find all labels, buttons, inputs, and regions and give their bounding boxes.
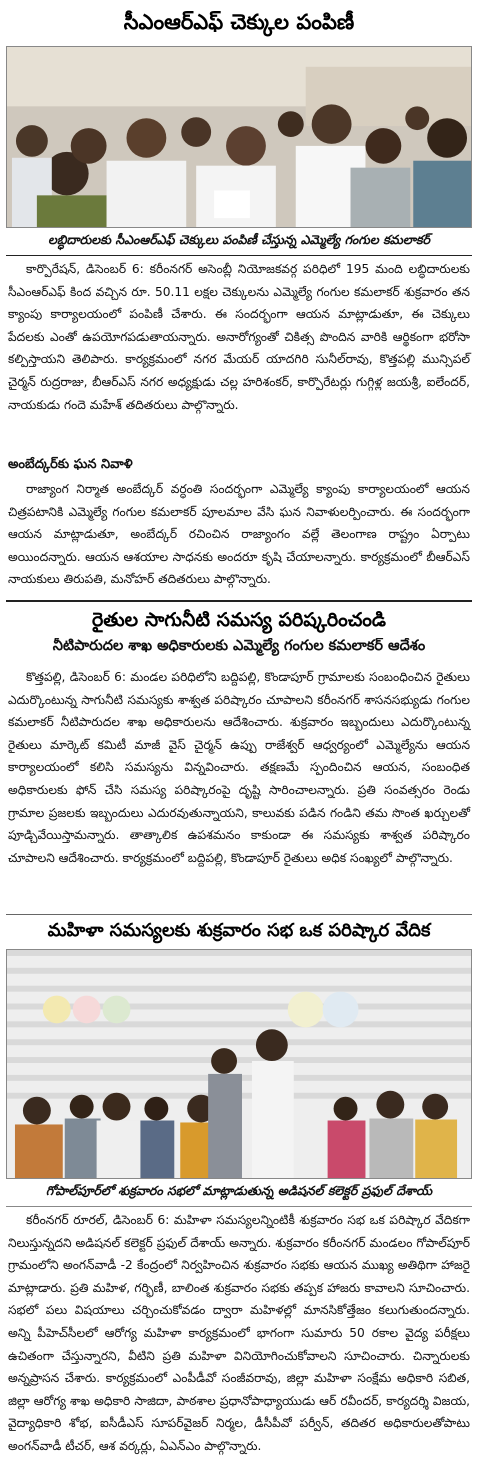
story2-body <box>6 664 472 910</box>
story2-subhead: నీటిపారుదల శాఖ అధికారులకు ఎమ్మెల్యే గంగుల కమలాకర్ ఆదేశం <box>52 638 426 654</box>
story3-caption: గోపాల్‌పూర్‌లో శుక్రవారం సభలో మాట్లాడుతున్న అడిషనల్ కలెక్టర్ ప్రఫుల్ దేశాయ్ <box>6 1179 472 1207</box>
story2-headline: రైతుల సాగునీటి సమస్య పరిష్కరించండి <box>92 609 386 631</box>
story3-headline: మహిళా సమస్యలకు శుక్రవారం సభ ఒక పరిష్కార వేదిక <box>47 920 431 941</box>
story3-body <box>6 1207 472 1466</box>
story3-body-text: కరీంనగర్ రూరల్, డిసెంబర్ 6: మహిళా సమస్యలన్నింటికీ శుక్రవారం సభ ఒక పరిష్కార వేదికగా నిలుస్తున్నదని అడిషనల్ కలెక్టర్ ప్రఫుల్ దేశాయ్ అన్నారు. శుక్రవారం కరీంనగర్ మండలం గోపాల్‌పూర్ గ్రామంలోని అంగన్‌వాడీ -2 కేంద్రంలో నిర్వహించిన శుక్రవారం సభకు ఆయన ముఖ్య అతిథిగా హాజరై మాట్లాడారు. ప్రతి మహిళ, గర్భిణీ, బాలింత శుక్రవారం సభకు తప్పక హాజరు కావాలని సూచించారు. సభలో పలు విషయాలు చర్చించుకోవడం ద్వారా మహిళల్లో మానసికోత్తేజం కలుగుతుందన్నారు. అన్ని పీహెచ్‌సీలలో ఆరోగ్య మహిళా కార్యక్రమంలో భాగంగా సుమారు 50 రకాల వైద్య పరీక్షలు ఉచితంగా చేస్తున్నారని, వీటిని ప్రతి మహిళా వినియోగించుకోవాలని సూచించారు. చిన్నారులకు అన్నప్రాసన చేశారు. కార్యక్రమంలో ఎంపీడీవో సంజీవరావు, జిల్లా మహిళా సంక్షేమ అధికారి సబిత, జిల్లా ఆరోగ్య శాఖ అధికారి సాజిదా, పాఠశాల ప్రధానోపాధ్యాయుడు ఆర్ రవీందర్, కార్యదర్శి విజయ, వైద్యాధికారి శోభ, ఐసీడీఎస్ సూపర్‌వైజర్ నిర్మల, డీసీపీవో పర్వీన్, తదితర అధికారులతోపాటు అంగన్‌వాడీ టీచర్, ఆశ వర్కర్లు, ఏఎన్ఎం పాల్గొన్నారు. <box>8 1213 470 1453</box>
story1-body2 <box>6 476 472 596</box>
story3-photo-image <box>7 950 471 1178</box>
story1-body-text: కార్పొరేషన్, డిసెంబర్ 6: కరీంనగర్ అసెంబ్లీ నియోజకవర్గ పరిధిలో 195 మంది లబ్ధిదారులకు సీఎంఆర్ఎఫ్ కింద వచ్చిన రూ. 50.11 లక్షల చెక్కులను ఎమ్మెల్యే గంగుల కమలాకర్ శుక్రవారం తన క్యాంపు కార్యాలయంలో పంపిణీ చేశారు. ఈ సందర్భంగా ఆయన మాట్లాడుతూ, ఈ చెక్కులు పేదలకు ఎంతో ఉపయోగపడుతాయన్నారు. అనారోగ్యంతో చికిత్స పొందిన వారికి ఆర్థికంగా భరోసా కల్పిస్తాయని తెలిపారు. కార్యక్రమంలో నగర మేయర్ యాదగిరి సునీల్‌రావు, కొత్తపల్లి మున్సిపల్ చైర్మన్ రుద్రరాజు, బీఆర్ఎస్ నగర అధ్యక్షుడు చల్ల హరిశంకర్, కార్పొరేటర్లు గుగ్గిళ్ల జయశ్రీ, ఐలేందర్, నాయకుడు గందె మహేశ్ తదితరులు పాల్గొన్నారు. <box>8 262 470 412</box>
story2-body-text: కొత్తపల్లి, డిసెంబర్ 6: మండల పరిధిలోని బద్దిపల్లి, కొండాపూర్ గ్రామాలకు సంబంధించిన రైతులు ఎదుర్కొంటున్న సాగునీటి సమస్యకు శాశ్వత పరిష్కారం చూపాలని కరీంనగర్ శాసనసభ్యుడు గంగుల కమలాకర్ నీటిపారుదల శాఖ అధికారులను ఆదేశించారు. శుక్రవారం ఇబ్బందులు ఎదుర్కొంటున్న రైతులు మార్కెట్ కమిటీ మాజీ వైస్ చైర్మన్ ఉప్పు రాజేశ్వర్ ఆధ్వర్యంలో ఎమ్మెల్యేను ఆయన కార్యాలయంలో కలిసి సమస్యను విన్నవించారు. తక్షణమే స్పందించిన ఆయన, సంబంధిత అధికారులకు ఫోన్ చేసి సమస్య పరిష్కారంపై దృష్టి సారించాలన్నారు. ప్రతి సంవత్సరం రెండు గ్రామాల ప్రజలకు ఇబ్బందులు ఎదురవుతున్నాయని, కాలువకు పడిన గండిని తమ సొంత ఖర్చులతో పూడ్చివేయిస్తామన్నారు. తాత్కాలిక ఉపశమనం కాకుండా ఈ సమస్యకు శాశ్వత పరిష్కారం చూపాలని ఆదేశించారు. కార్యక్రమంలో బద్దిపల్లి, కొండాపూర్ రైతులు అధిక సంఖ్యలో పాల్గొన్నారు. <box>8 670 470 865</box>
story1-photo <box>6 46 472 228</box>
story1-body2-text: రాజ్యాంగ నిర్మాత అంబేద్కర్ వర్ధంతి సందర్భంగా ఎమ్మెల్యే క్యాంపు కార్యాలయంలో ఆయన చిత్రపటానికి ఎమ్మెల్యే గంగుల కమలాకర్ పూలమాల వేసి ఘన నివాళులర్పించారు. ఈ సందర్భంగా ఆయన మాట్లాడుతూ, అంబేద్కర్ రచించిన రాజ్యాంగం వల్లే తెలంగాణ రాష్ట్రం ఏర్పాటు అయిందన్నారు. ఆయన ఆశయాల సాధనకు అందరూ కృషి చేయాలన్నారు. కార్యక్రమంలో బీఆర్ఎస్ నాయకులు తిరుపతి, మనోహర్ తదితరులు పాల్గొన్నారు. <box>8 482 470 587</box>
story3-photo <box>6 949 472 1179</box>
story1-body <box>6 256 472 454</box>
story1-crosshead: అంబేద్కర్‌కు ఘన నివాళి <box>8 457 133 472</box>
story1-headline: సీఎంఆర్ఎఫ్ చెక్కుల పంపిణీ <box>123 10 355 34</box>
story1-caption: లబ్ధిదారులకు సీఎంఆర్ఎఫ్ చెక్కులు పంపిణీ చేస్తున్న ఎమ్మెల్యే గంగుల కమలాకర్ <box>6 228 472 256</box>
story1-photo-image <box>7 47 471 227</box>
